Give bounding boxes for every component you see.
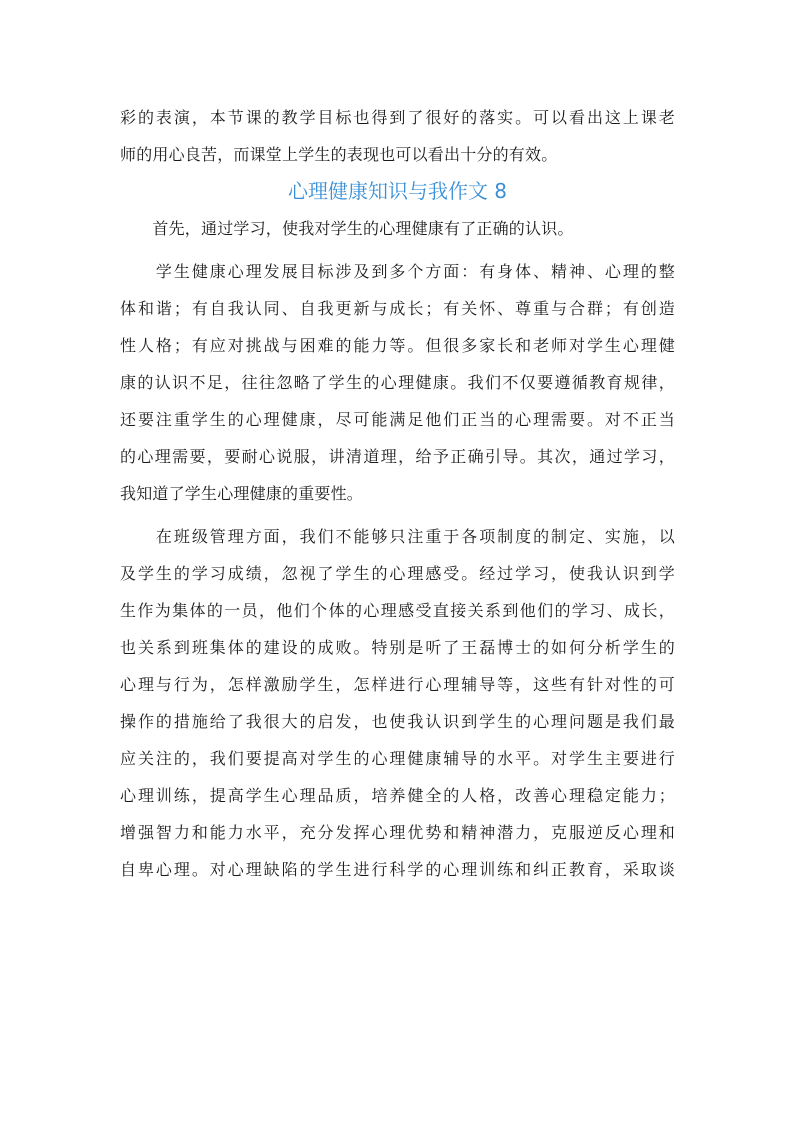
text-line: 的心理需要，要耐心说服，讲清道理，给予正确引导。其次，通过学习， — [120, 447, 675, 466]
text-line: 心理训练，提高学生心理品质，培养健全的人格，改善心理稳定能力； — [120, 786, 675, 805]
text-line: 生作为集体的一员，他们个体的心理感受直接关系到他们的学习、成长， — [120, 601, 675, 620]
text-line: 体和谐；有自我认同、自我更新与成长；有关怀、尊重与合群；有创造 — [120, 299, 675, 318]
text-line: 性人格；有应对挑战与困难的能力等。但很多家长和老师对学生心理健 — [120, 336, 675, 355]
text-line: 应关注的，我们要提高对学生的心理健康辅导的水平。对学生主要进行 — [120, 749, 675, 768]
text-line: 彩的表演，本节课的教学目标也得到了很好的落实。可以看出这上课老 — [120, 108, 675, 127]
text-line: 还要注重学生的心理健康，尽可能满足他们正当的心理需要。对不正当 — [120, 410, 675, 429]
document-body — [120, 99, 675, 888]
text-line: 也关系到班集体的建设的成败。特别是听了王磊博士的如何分析学生的 — [120, 638, 675, 657]
previous-section-ending — [120, 99, 675, 173]
text-line: 及学生的学习成绩，忽视了学生的心理感受。经过学习，使我认识到学 — [120, 564, 675, 583]
section-title: 心理健康知识与我作文 8 — [287, 179, 508, 203]
text-line: 康的认识不足，往往忽略了学生的心理健康。我们不仅要遵循教育规律， — [120, 373, 675, 392]
paragraph-3 — [120, 518, 675, 888]
text-line: 心理与行为，怎样激励学生，怎样进行心理辅导等，这些有针对性的可 — [120, 675, 675, 694]
text-line: 自卑心理。对心理缺陷的学生进行科学的心理训练和纠正教育，采取谈 — [120, 860, 675, 879]
text-line: 在班级管理方面，我们不能够只注重于各项制度的制定、实施，以 — [120, 527, 675, 546]
text-line: 我知道了学生心理健康的重要性。 — [120, 484, 364, 503]
paragraph-2 — [120, 253, 675, 512]
text-line: 操作的措施给了我很大的启发，也使我认识到学生的心理问题是我们最 — [120, 712, 675, 731]
text-line: 增强智力和能力水平，充分发挥心理优势和精神潜力，克服逆反心理和 — [120, 823, 675, 842]
paragraph-1 — [120, 210, 675, 247]
text-line: 首先，通过学习，使我对学生的心理健康有了正确的认识。 — [120, 219, 574, 238]
text-line: 学生健康心理发展目标涉及到多个方面：有身体、精神、心理的整 — [120, 262, 675, 281]
text-line: 师的用心良苦，而课堂上学生的表现也可以看出十分的有效。 — [120, 145, 558, 164]
